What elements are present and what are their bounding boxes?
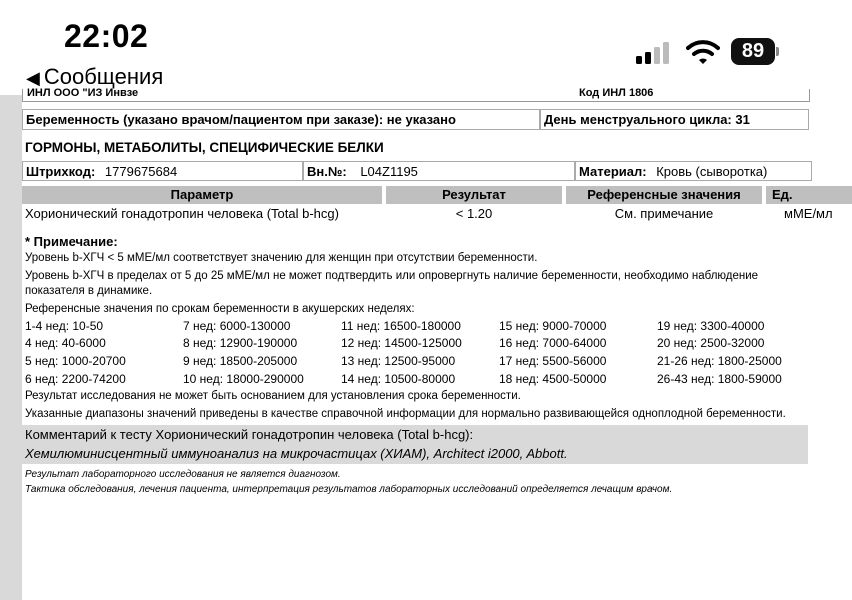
section-title: ГОРМОНЫ, МЕТАБОЛИТЫ, СПЕЦИФИЧЕСКИЕ БЕЛКИ [25,140,384,155]
note-title: * Примечание: [25,234,118,249]
comment-title: Комментарий к тесту Хорионический гонадотропин человека (Total b-hcg): [25,427,474,442]
weeks-cell: 12 нед: 14500-125000 [341,336,462,350]
result-note: Результат исследования не может быть основанием для установления срока беременности. [25,390,521,402]
weeks-cell: 9 нед: 18500-205000 [183,354,298,368]
row-reference: См. примечание [614,206,714,221]
material-label: Материал: [579,164,647,179]
weeks-cell: 13 нед: 12500-95000 [341,354,456,368]
page-margin [0,95,22,600]
row-unit: мМЕ/мл [784,206,833,221]
weeks-cell: 4 нед: 40-6000 [25,336,106,350]
note-line-2: Уровень b-ХГЧ в пределах от 5 до 25 мМЕ/мл не может подтвердить или опровергнуть наличие беременности, необходимо наблюдение [25,270,759,282]
weeks-cell: 15 нед: 9000-70000 [499,319,607,333]
row-parameter: Хорионический гонадотропин человека (Total b-hcg) [25,206,339,221]
weeks-cell: 21-26 нед: 1800-25000 [657,354,782,368]
weeks-cell: 8 нед: 12900-190000 [183,336,298,350]
battery-icon [731,38,779,65]
header-reference: Референсные значения [566,186,762,204]
status-bar [0,0,808,95]
weeks-cell: 1-4 нед: 10-50 [25,319,104,333]
footer-line-2: Тактика обследования, лечения пациента, интерпретация результатов лабораторных исследований определяется лечащим врачом. [25,484,673,495]
pregnancy-field: Беременность (указано врачом/пациентом при заказе): не указано [22,109,540,130]
note-line-3: показателя в динамике. [25,285,153,297]
header-result: Результат [386,186,562,204]
row-result: < 1.20 [455,206,493,221]
weeks-cell: 10 нед: 18000-290000 [183,372,304,386]
cut-off-left: ИНЛ ООО "ИЗ Инвзе [27,87,139,99]
inner-number-value: L04Z1195 [360,164,418,179]
header-unit: Ед. [766,186,852,204]
weeks-cell: 6 нед: 2200-74200 [25,372,126,386]
ranges-note: Указанные диапазоны значений приведены в качестве справочной информации для нормально развивающейся одноплодной беременности. [25,408,786,420]
inner-number-field [303,161,575,181]
barcode-label: Штрихкод: [26,164,96,179]
battery-level: 89 [731,38,775,65]
comment-method: Хемилюминисцентный иммуноанализ на микрочастицах (ХИАМ), Architect i2000, Abbott. [25,446,568,461]
wifi-icon [686,38,720,66]
barcode-field [22,161,303,181]
material-field [575,161,812,181]
weeks-cell: 14 нед: 10500-80000 [341,372,456,386]
comment-block [22,425,808,464]
note-line-1: Уровень b-ХГЧ < 5 мМЕ/мл соответствует значению для женщин при отсутствии беременности. [25,252,538,264]
back-label: Сообщения [43,64,164,89]
material-value: Кровь (сыворотка) [656,164,768,179]
barcode-value: 1779675684 [104,164,178,179]
lab-report-document[interactable] [22,87,833,600]
clock: 22:02 [64,18,149,54]
cellular-signal-icon [636,40,676,64]
weeks-cell: 5 нед: 1000-20700 [25,354,126,368]
footer-line-1: Результат лабораторного исследования не является диагнозом. [25,469,341,480]
weeks-cell: 19 нед: 3300-40000 [657,319,765,333]
weeks-cell: 7 нед: 6000-130000 [183,319,291,333]
weeks-cell: 18 нед: 4500-50000 [499,372,607,386]
weeks-cell: 17 нед: 5500-56000 [499,354,607,368]
inner-number-label: Вн.№: [307,164,347,179]
back-arrow-icon: ◀ [26,68,40,88]
weeks-cell: 16 нед: 7000-64000 [499,336,607,350]
note-line-4: Референсные значения по срокам беременности в акушерских неделях: [25,303,415,315]
cycle-day-field: День менструального цикла: 31 [540,109,809,130]
cut-off-right: Код ИНЛ 1806 [579,87,654,99]
weeks-cell: 20 нед: 2500-32000 [657,336,765,350]
header-parameter: Параметр [22,186,382,204]
weeks-cell: 26-43 нед: 1800-59000 [657,372,782,386]
cut-off-row [22,89,810,102]
weeks-cell: 11 нед: 16500-180000 [341,319,461,333]
